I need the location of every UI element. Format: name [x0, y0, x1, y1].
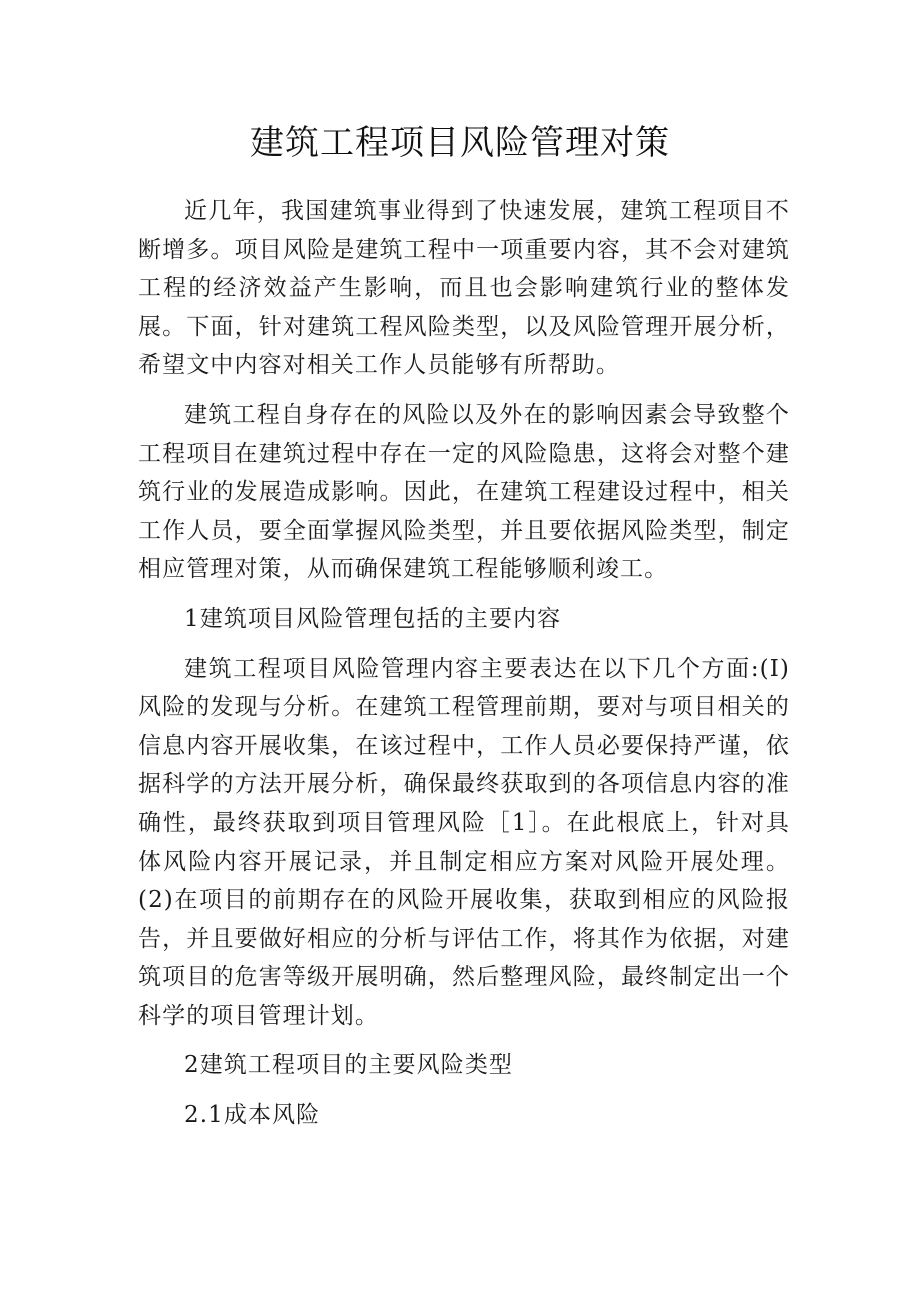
risk-management-content-paragraph: 建筑工程项目风险管理内容主要表达在以下几个方面:(I)风险的发现与分析。在建筑工程管理前期，要对与项目相关的信息内容开展收集，在该过程中，工作人员必要保持严谨，依据科学的方法开展分析，确保最终获取到的各项信息内容的准确性，最终获取到项目管理风险［1］。在此根底上，针对具体风险内容开展记录，并且制定相应方案对风险开展处理。(2)在项目的前期存在的风险开展收集，获取到相应的风险报告，并且要做好相应的分析与评估工作，将其作为依据，对建筑项目的危害等级开展明确，然后整理风险，最终制定出一个科学的项目管理计划。: [138, 655, 790, 1029]
risk-background-paragraph: 建筑工程自身存在的风险以及外在的影响因素会导致整个工程项目在建筑过程中存在一定的风险隐患，这将会对整个建筑行业的发展造成影响。因此，在建筑工程建设过程中，相关工作人员，要全面掌握风险类型，并且要依据风险类型，制定相应管理对策，从而确保建筑工程能够顺利竣工。: [138, 401, 790, 583]
section-heading-1: 1建筑项目风险管理包括的主要内容: [184, 605, 562, 632]
document-body: [138, 192, 790, 1146]
subsection-heading-2-1: 2.1成本风险: [184, 1102, 321, 1129]
section-heading-2: 2建筑工程项目的主要风险类型: [184, 1052, 514, 1079]
document-title: 建筑工程项目风险管理对策: [250, 123, 670, 163]
intro-paragraph: 近几年，我国建筑事业得到了快速发展，建筑工程项目不断增多。项目风险是建筑工程中一项重要内容，其不会对建筑工程的经济效益产生影响，而且也会影响建筑行业的整体发展。下面，针对建筑工程风险类型，以及风险管理开展分析，希望文中内容对相关工作人员能够有所帮助。: [138, 198, 790, 379]
